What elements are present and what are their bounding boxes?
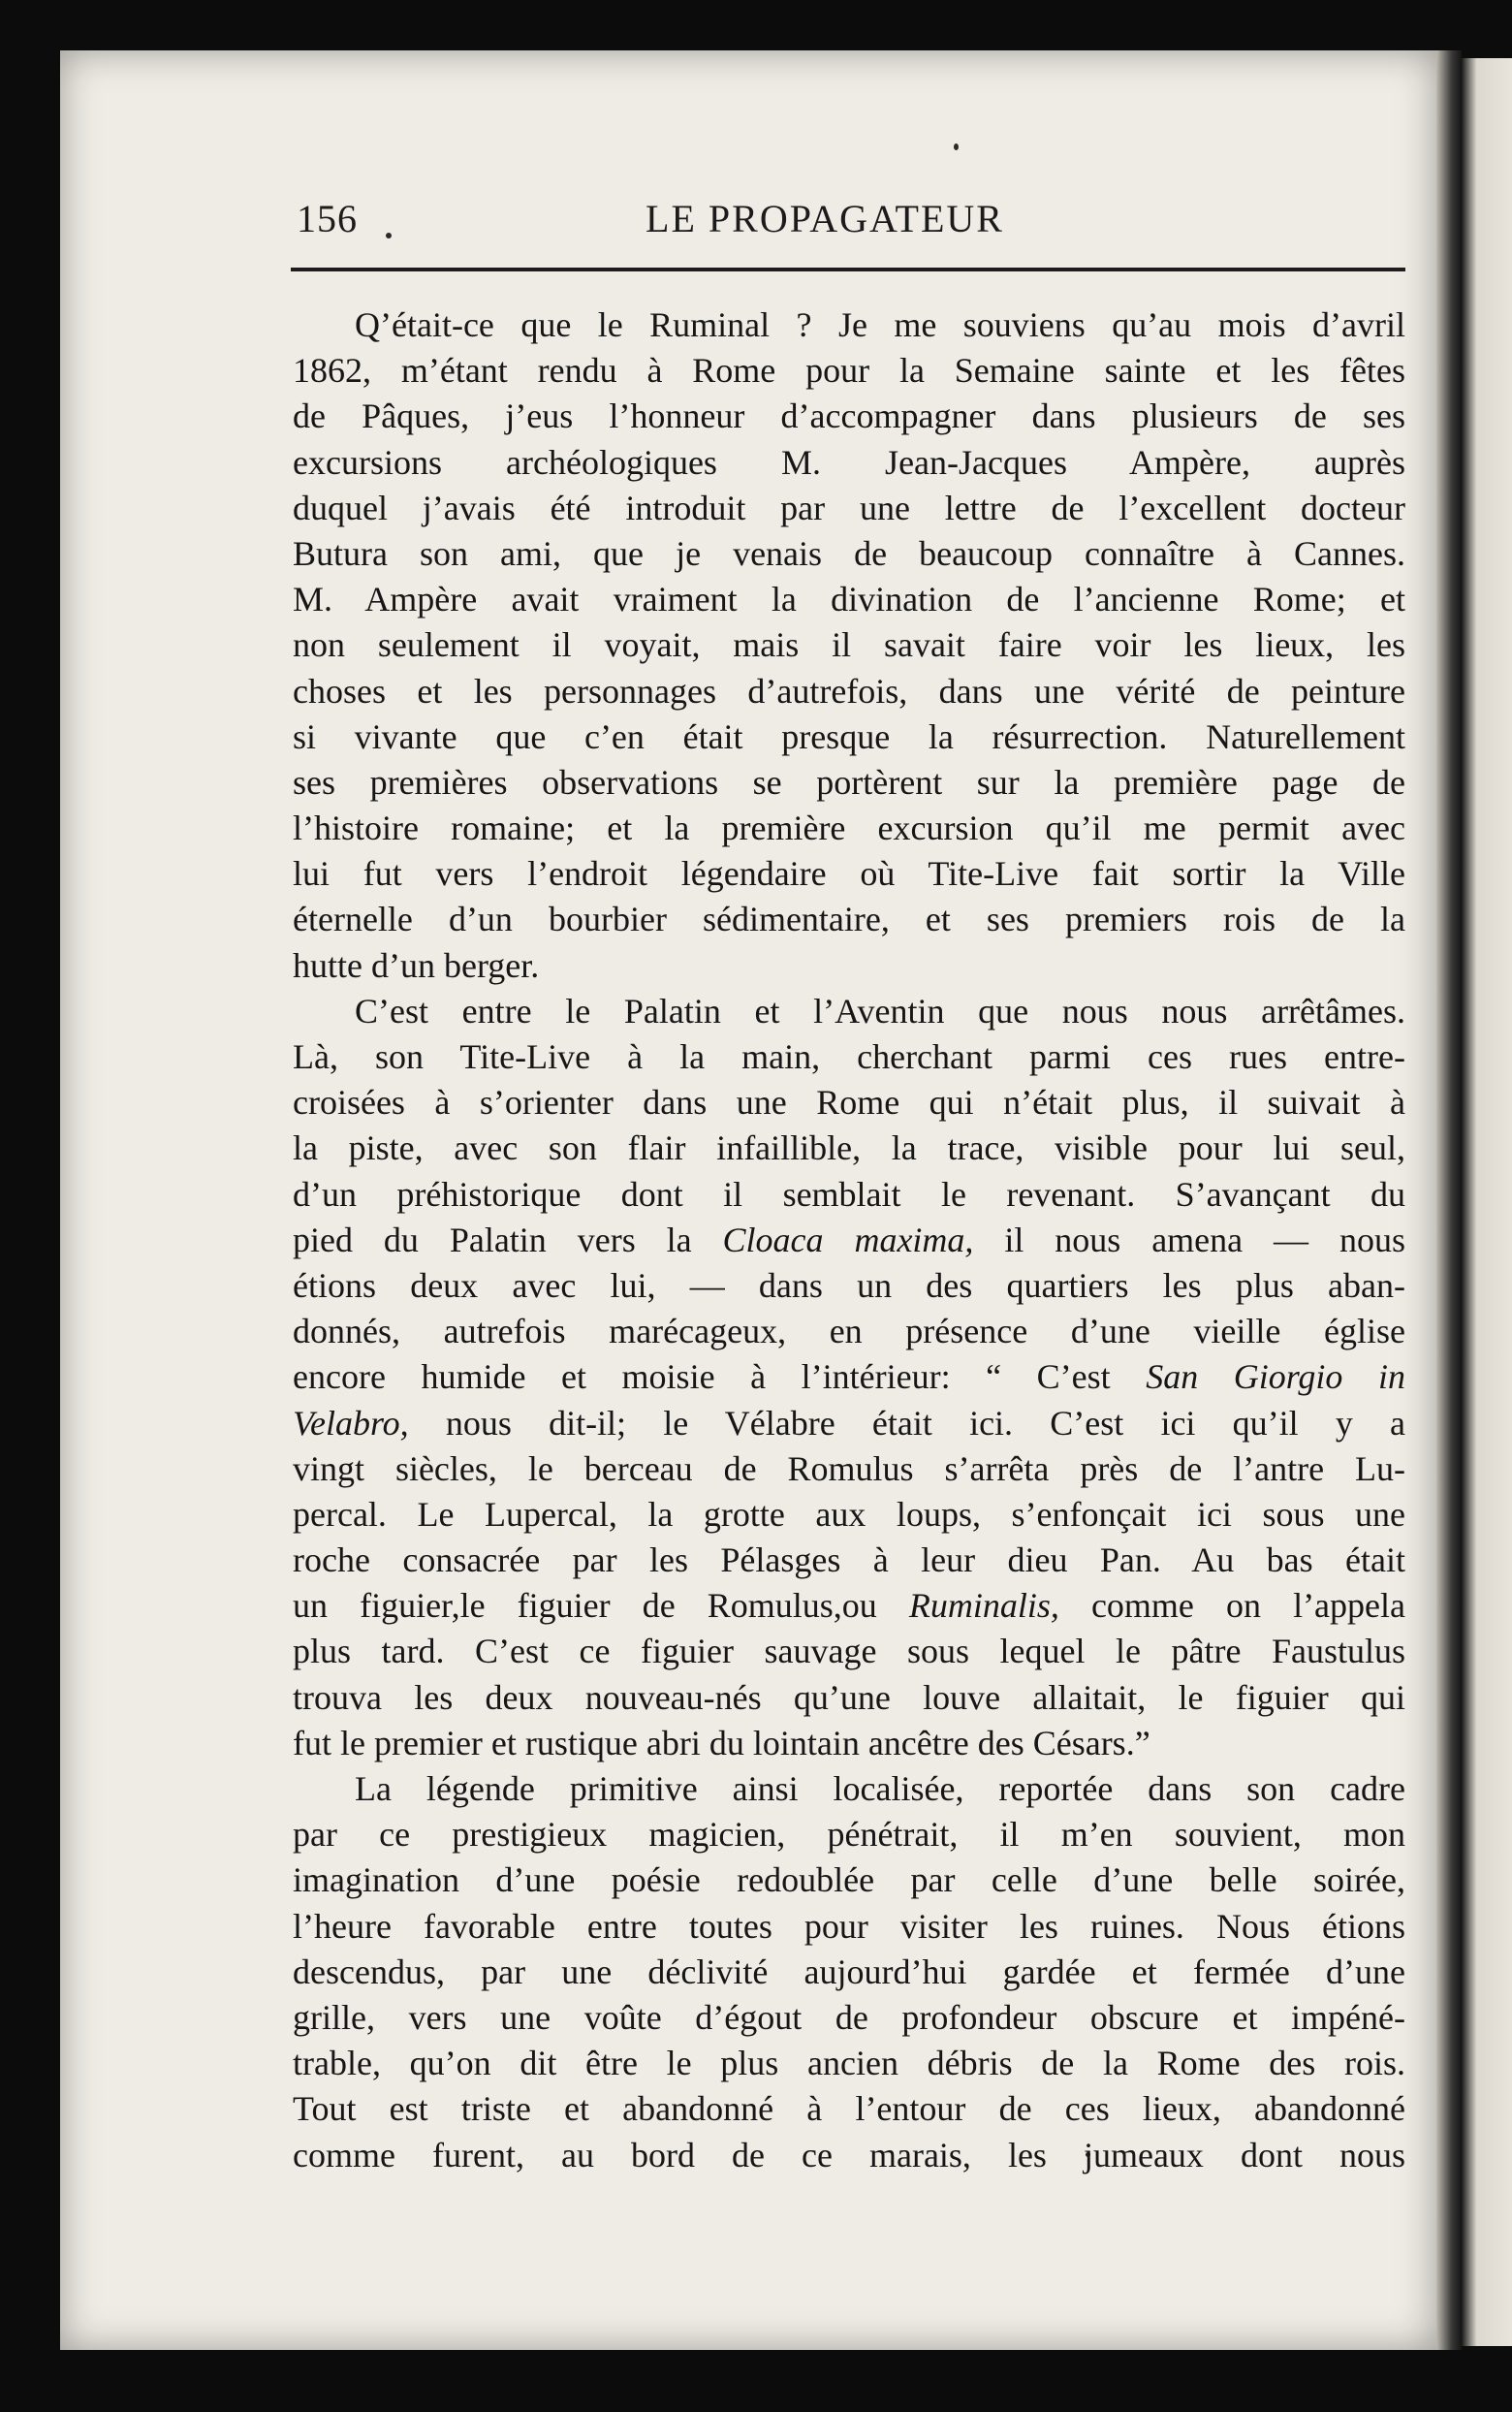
text-line: l’histoire romaine; et la première excursion qu’il me permit avec — [293, 809, 1405, 848]
text-line: fut le premier et rustique abri du lointain ancêtre des Césars.” — [293, 1723, 1150, 1762]
text-line: encore humide et moisie à l’intérieur: “ C’est San Giorgio in — [293, 1357, 1405, 1397]
text-line: Butura son ami, que je venais de beaucoup connaître à Cannes. — [293, 533, 1405, 573]
italic-term: San Giorgio in — [1146, 1357, 1405, 1397]
running-title: LE PROPAGATEUR — [646, 197, 1004, 240]
header-rule — [291, 268, 1405, 271]
text-line: d’un préhistorique dont il semblait le revenant. S’avançant du — [293, 1174, 1405, 1214]
text-line: 1862, m’étant rendu à Rome pour la Semaine sainte et les fêtes — [293, 351, 1405, 391]
text-line: Là, son Tite-Live à la main, cherchant parmi ces rues entre- — [293, 1037, 1405, 1076]
text-line: Velabro, nous dit-il; le Vélabre était ici. C’est ici qu’il y a — [293, 1403, 1405, 1443]
running-header — [297, 196, 1353, 254]
text-line: comme furent, au bord de ce marais, les jumeaux dont nous — [293, 2135, 1405, 2174]
text-line: imagination d’une poésie redoublée par celle d’une belle soirée, — [293, 1860, 1405, 1900]
text-line: roche consacrée par les Pélasges à leur dieu Pan. Au bas était — [293, 1540, 1405, 1580]
text-line: trouva les deux nouveau-nés qu’une louve allaitait, le figuier qui — [293, 1677, 1405, 1717]
text-line: donnés, autrefois marécageux, en présence d’une vieille église — [293, 1312, 1405, 1351]
text-line: percal. Le Lupercal, la grotte aux loups, s’enfonçait ici sous une — [293, 1494, 1405, 1534]
italic-term: Velabro, — [293, 1403, 409, 1443]
text-line: non seulement il voyait, mais il savait faire voir les lieux, les — [293, 625, 1405, 665]
text-line: hutte d’un berger. — [293, 945, 540, 985]
facing-page-edge — [1462, 58, 1512, 2346]
book-gutter — [1436, 50, 1462, 2350]
text-line: M. Ampère avait vraiment la divination de l’ancienne Rome; et — [293, 580, 1405, 619]
text-line: C’est entre le Palatin et l’Aventin que nous nous arrêtâmes. — [355, 991, 1405, 1031]
text-line: éternelle d’un bourbier sédimentaire, et ses premiers rois de la — [293, 900, 1405, 939]
text-line: étions deux avec lui, — dans un des quartiers les plus aban- — [293, 1265, 1405, 1305]
text-line: Q’était-ce que le Ruminal ? Je me souviens qu’au mois d’avril — [355, 305, 1405, 344]
text-line: si vivante que c’en était presque la résurrection. Naturellement — [293, 716, 1405, 756]
text-line: grille, vers une voûte d’égout de profondeur obscure et impéné- — [293, 1997, 1405, 2037]
text-line: pied du Palatin vers la Cloaca maxima, il nous amena — nous — [293, 1220, 1405, 1259]
italic-term: Ruminalis, — [908, 1586, 1059, 1626]
page-number: 156 — [297, 197, 358, 240]
text-line: croisées à s’orienter dans une Rome qui n’était plus, il suivait à — [293, 1083, 1405, 1123]
text-line: un figuier,le figuier de Romulus,ou Ruminalis, comme on l’appela — [293, 1586, 1405, 1626]
text-line: ses premières observations se portèrent sur la première page de — [293, 762, 1405, 802]
text-line: descendus, par une déclivité aujourd’hui gardée et fermée d’une — [293, 1952, 1405, 1991]
italic-term: Cloaca maxima, — [722, 1220, 974, 1259]
ink-speck — [954, 143, 959, 150]
text-line: de Pâques, j’eus l’honneur d’accompagner dans plusieurs de ses — [293, 397, 1405, 436]
text-line: excursions archéologiques M. Jean-Jacques Ampère, auprès — [293, 442, 1405, 482]
text-line: par ce prestigieux magicien, pénétrait, il m’en souvient, mon — [293, 1815, 1405, 1855]
text-line: l’heure favorable entre toutes pour visiter les ruines. Nous étions — [293, 1906, 1405, 1946]
text-line: trable, qu’on dit être le plus ancien débris de la Rome des rois. — [293, 2044, 1405, 2083]
text-line: Tout est triste et abandonné à l’entour de ces lieux, abandonné — [293, 2089, 1405, 2129]
text-line: choses et les personnages d’autrefois, dans une vérité de peinture — [293, 671, 1405, 711]
text-line: lui fut vers l’endroit légendaire où Tite-Live fait sortir la Ville — [293, 854, 1405, 894]
text-line: duquel j’avais été introduit par une lettre de l’excellent docteur — [293, 488, 1405, 527]
text-line: plus tard. C’est ce figuier sauvage sous lequel le pâtre Faustulus — [293, 1632, 1405, 1671]
body-text — [293, 302, 1405, 2178]
text-line: La légende primitive ainsi localisée, reportée dans son cadre — [355, 1769, 1405, 1808]
text-line: vingt siècles, le berceau de Romulus s’arrêta près de l’antre Lu- — [293, 1448, 1405, 1488]
text-line: la piste, avec son flair infaillible, la trace, visible pour lui seul, — [293, 1128, 1405, 1168]
